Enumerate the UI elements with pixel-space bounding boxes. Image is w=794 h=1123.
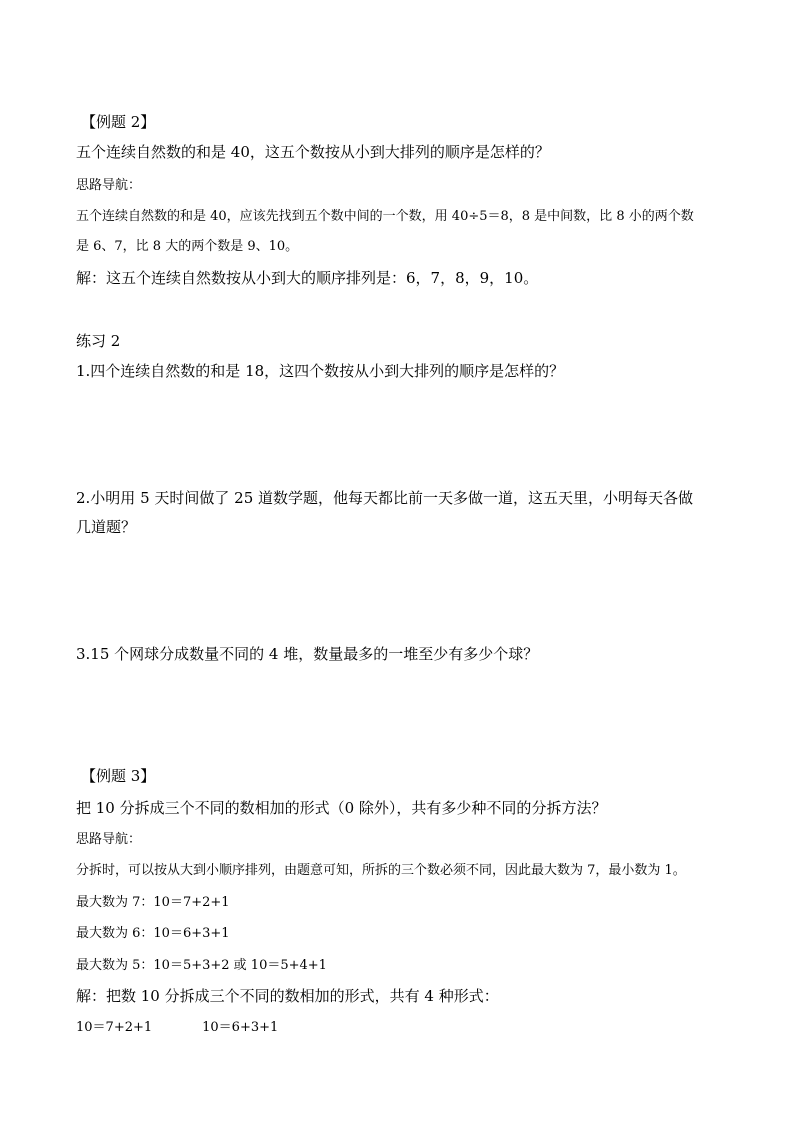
example3-question: 把 10 分拆成三个不同的数相加的形式（0 除外），共有多少种不同的分拆方法？ xyxy=(76,799,607,817)
example3-case-5: 最大数为 5：10＝5+3+2 或 10＝5+4+1 xyxy=(76,958,327,973)
example3-answer: 解：把数 10 分拆成三个不同的数相加的形式，共有 4 种形式： xyxy=(76,987,499,1005)
example2-hint-label: 思路导航： xyxy=(76,178,142,193)
practice2-question-2-line1: 2.小明用 5 天时间做了 25 道数学题，他每天都比前一天多做一道，这五天里，小明每天各做 xyxy=(76,489,694,507)
example3-hint-line1: 分拆时，可以按从大到小顺序排列，由题意可知，所拆的三个数必须不同，因此最大数为 7，最小数为 1。 xyxy=(76,863,686,878)
example2-hint-line1: 五个连续自然数的和是 40，应该先找到五个数中间的一个数，用 40÷5＝8，8 是中间数，比 8 小的两个数 xyxy=(76,209,694,224)
example3-case-7: 最大数为 7：10＝7+2+1 xyxy=(76,895,230,910)
practice2-question-2-line2: 几道题？ xyxy=(76,518,137,536)
practice2-question-1: 1.四个连续自然数的和是 18，这四个数按从小到大排列的顺序是怎样的？ xyxy=(76,362,565,380)
example2-hint-line2: 是 6、7，比 8 大的两个数是 9、10。 xyxy=(76,239,299,254)
practice2-label: 练习 2 xyxy=(76,332,121,350)
example3-label: 【例题 3】 xyxy=(81,767,156,785)
example3-case-6: 最大数为 6：10＝6+3+1 xyxy=(76,926,230,941)
example2-question: 五个连续自然数的和是 40，这五个数按从小到大排列的顺序是怎样的？ xyxy=(76,143,550,161)
example2-label: 【例题 2】 xyxy=(81,113,156,131)
example3-form-1: 10＝7+2+1 xyxy=(76,1020,153,1035)
example3-hint-label: 思路导航： xyxy=(76,832,142,847)
example3-forms xyxy=(76,1021,278,1034)
example3-form-2: 10＝6+3+1 xyxy=(202,1020,279,1035)
example2-answer: 解：这五个连续自然数按从小到大的顺序排列是：6，7，8，9，10。 xyxy=(76,269,539,287)
practice2-question-3: 3.15 个网球分成数量不同的 4 堆，数量最多的一堆至少有多少个球？ xyxy=(76,645,539,663)
